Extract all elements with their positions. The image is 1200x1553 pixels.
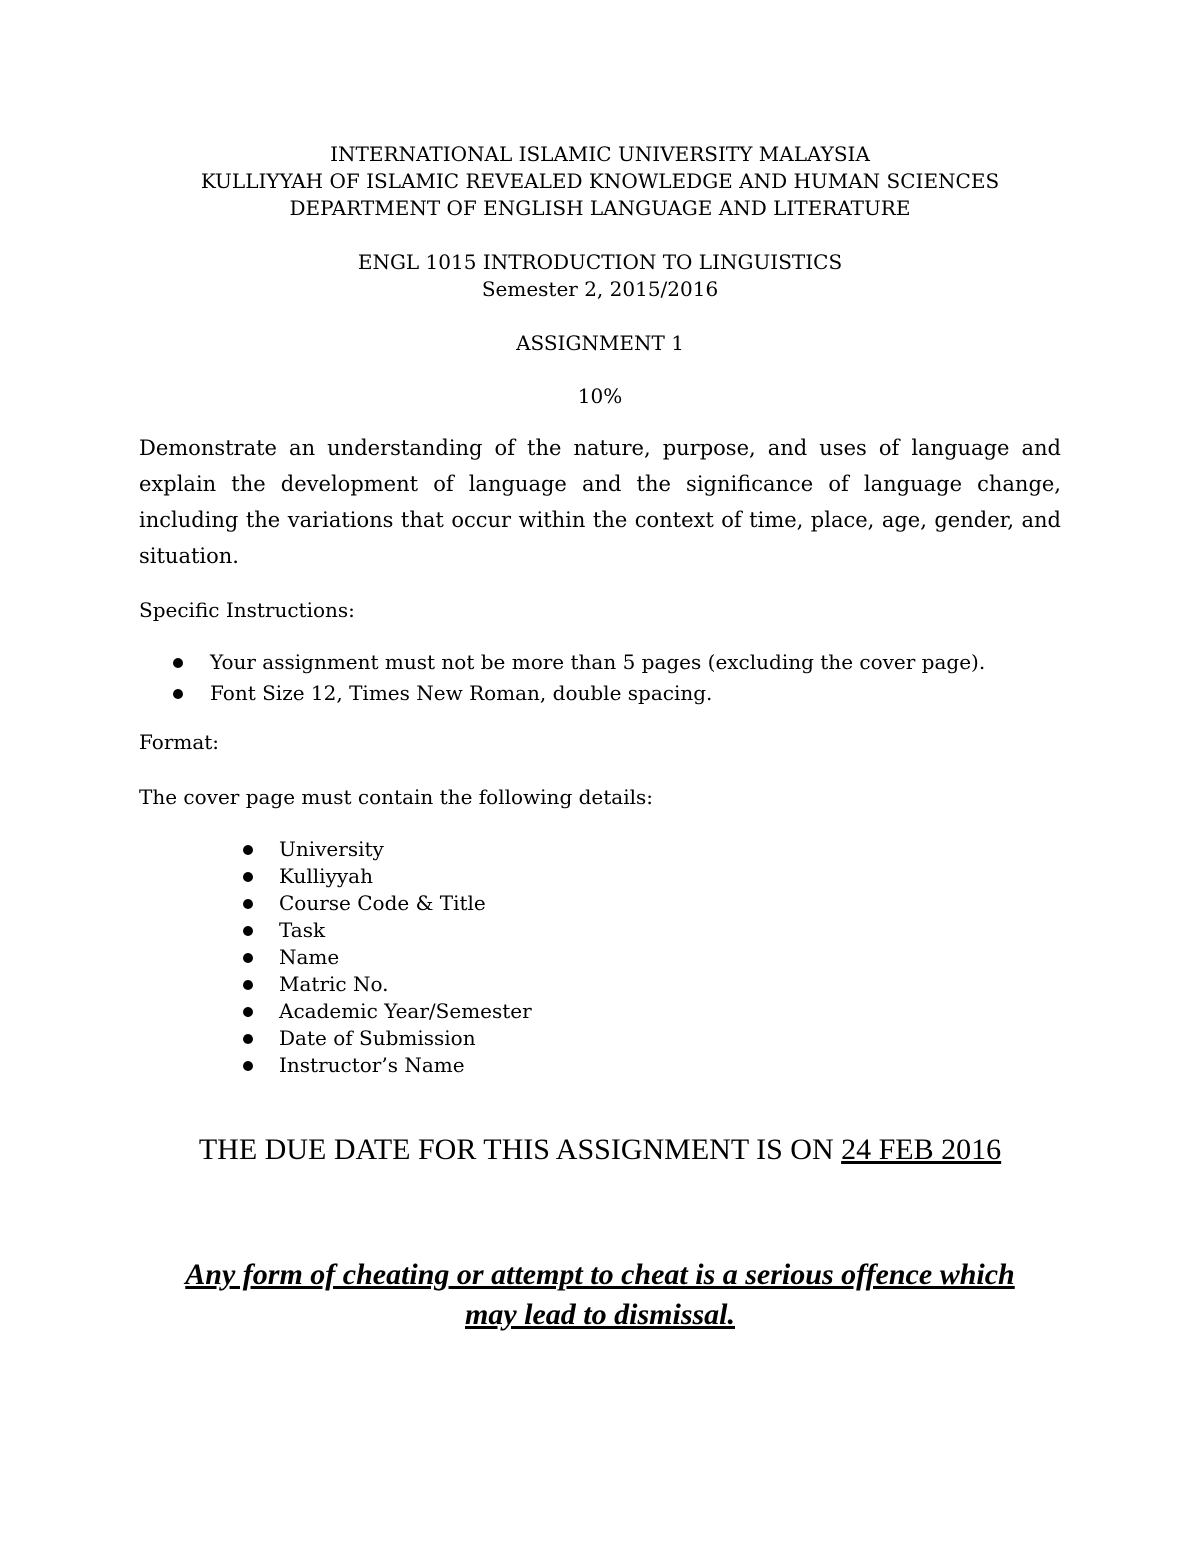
list-item: [241, 917, 532, 944]
bullet-icon: [173, 689, 183, 699]
bullet-icon: [243, 1007, 253, 1017]
course-code-title: ENGL 1015 INTRODUCTION TO LINGUISTICS: [357, 250, 843, 274]
detail-text: Name: [279, 945, 340, 969]
detail-text: University: [279, 837, 384, 861]
cover-details-list: [241, 836, 532, 1079]
bullet-icon: [243, 953, 253, 963]
list-item: [172, 647, 985, 678]
detail-text: Task: [279, 918, 326, 942]
detail-text: Academic Year/Semester: [279, 999, 532, 1023]
detail-text: Instructor’s Name: [279, 1053, 465, 1077]
instructions-list: [172, 647, 985, 709]
assignment-title: ASSIGNMENT 1: [516, 331, 684, 355]
due-date-notice: [0, 1131, 1200, 1169]
bullet-icon: [243, 926, 253, 936]
due-date-prefix: THE DUE DATE FOR THIS ASSIGNMENT IS ON: [198, 1133, 842, 1166]
bullet-icon: [243, 1034, 253, 1044]
bullet-icon: [243, 980, 253, 990]
list-item: [241, 836, 532, 863]
task-description: Demonstrate an understanding of the nature, purpose, and uses of language and explain the development of language and the significance of language change, including the variations that occur within the context of time, place, age, gender, and situation.: [139, 436, 1061, 568]
bullet-icon: [173, 658, 183, 668]
assignment-weight: 10%: [577, 384, 623, 408]
warning-line-2: may lead to dismissal.: [465, 1298, 735, 1331]
detail-text: Date of Submission: [279, 1026, 476, 1050]
list-item: [241, 1025, 532, 1052]
kulliyyah-name: KULLIYYAH OF ISLAMIC REVEALED KNOWLEDGE AND HUMAN SCIENCES: [200, 169, 1000, 193]
list-item: [241, 944, 532, 971]
bullet-icon: [243, 845, 253, 855]
instruction-text: Font Size 12, Times New Roman, double spacing.: [210, 681, 713, 705]
specific-instructions-heading: Specific Instructions:: [139, 598, 355, 622]
bullet-icon: [243, 899, 253, 909]
bullet-icon: [243, 872, 253, 882]
cheating-warning: [100, 1255, 1100, 1335]
list-item: [241, 863, 532, 890]
detail-text: Kulliyyah: [279, 864, 373, 888]
bullet-icon: [243, 1061, 253, 1071]
format-heading: Format:: [139, 730, 220, 754]
list-item: [241, 1052, 532, 1079]
list-item: [241, 890, 532, 917]
detail-text: Matric No.: [279, 972, 389, 996]
course-semester: Semester 2, 2015/2016: [481, 277, 719, 301]
instruction-text: Your assignment must not be more than 5 pages (excluding the cover page).: [210, 650, 986, 674]
institution-header: [0, 141, 1200, 222]
university-name: INTERNATIONAL ISLAMIC UNIVERSITY MALAYSIA: [330, 142, 870, 166]
cover-page-intro: The cover page must contain the following details:: [139, 785, 653, 809]
list-item: [172, 678, 985, 709]
due-date-value: 24 FEB 2016: [841, 1133, 1002, 1166]
detail-text: Course Code & Title: [279, 891, 486, 915]
list-item: [241, 998, 532, 1025]
department-name: DEPARTMENT OF ENGLISH LANGUAGE AND LITERATURE: [289, 196, 911, 220]
course-header: [0, 249, 1200, 303]
warning-line-1: Any form of cheating or attempt to cheat is a serious offence which: [185, 1258, 1015, 1291]
list-item: [241, 971, 532, 998]
